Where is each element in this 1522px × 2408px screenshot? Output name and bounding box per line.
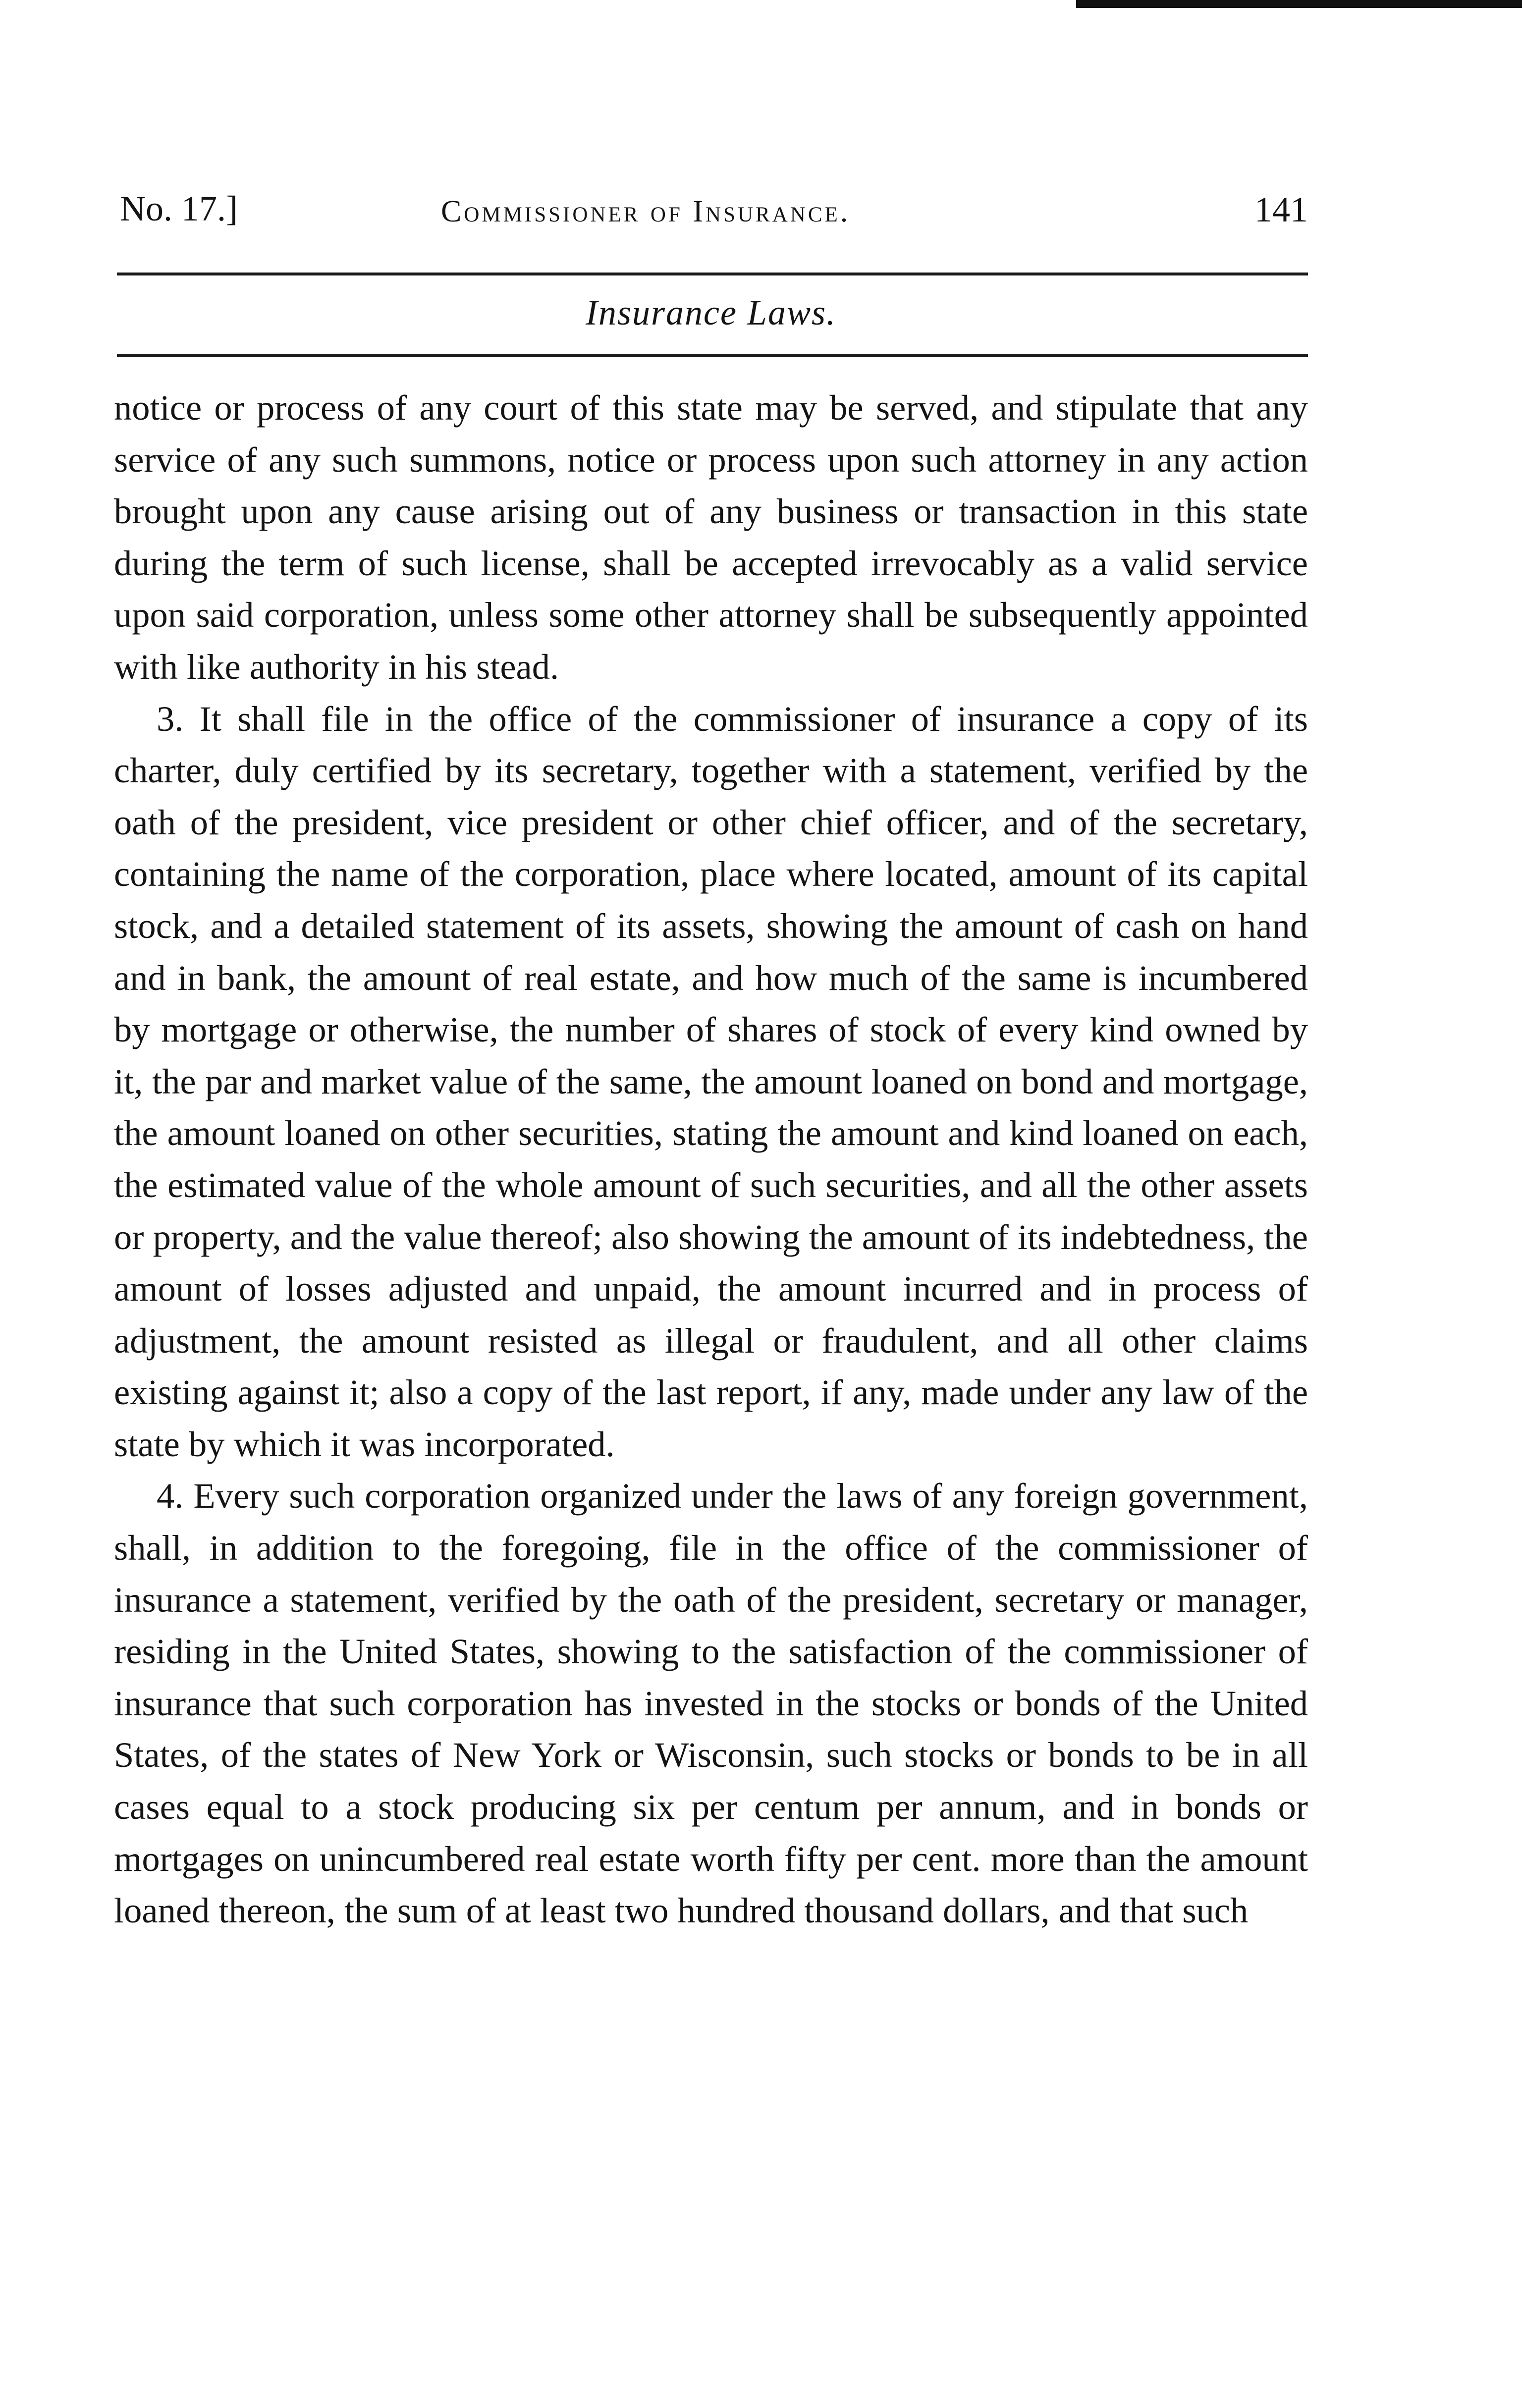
document-page bbox=[114, 188, 1308, 1937]
running-header bbox=[114, 188, 1308, 243]
body-text bbox=[114, 382, 1308, 1937]
running-title: Commissioner of Insurance. bbox=[441, 195, 851, 228]
header-rule bbox=[117, 273, 1308, 275]
section-subheading: Insurance Laws. bbox=[585, 293, 836, 332]
paragraph-continued: notice or process of any court of this state may be served, and stipulate that any service of any such summons, notice or process upon such attorney in any action brought upon any cause arising out of any business or transaction in this state during the term of such license, shall be accepted irrevocably as a valid service upon said corporation, unless some other attorney shall be subsequently appointed with like authority in his stead. bbox=[114, 387, 1308, 687]
paragraph-3: 3. It shall file in the office of the commissioner of insurance a copy of its charter, duly certified by its secretary, together with a statement, verified by the oath of the president, vice president or other chief officer, and of the secretary, containing the name of the corporation, place where located, amount of its capital stock, and a detailed statement of its assets, showing the amount of cash on hand and in bank, the amount of real estate, and how much of the same is incumbered by mortgage or otherwise, the number of shares of stock of every kind owned by it, the par and market value of the same, the amount loaned on bond and mortgage, the amount loaned on other securities, stating the amount and kind loaned on each, the estimated value of the whole amount of such securities, and all the other assets or property, and the value thereof; also showing the amount of its indebtedness, the amount of losses adjusted and unpaid, the amount incurred and in process of adjustment, the amount resisted as illegal or fraudulent, and all other claims existing against it; also a copy of the last report, if any, made under any law of the state by which it was incorporated. bbox=[114, 698, 1308, 1464]
paragraph-4: 4. Every such corporation organized under the laws of any foreign government, shall, in addition to the foregoing, file in the office of the commissioner of insurance a statement, verified by the oath of the president, secretary or manager, residing in the United States, showing to the satisfaction of the commissioner of insurance that such corporation has invested in the stocks or bonds of the United States, of the states of New York or Wisconsin, such stocks or bonds to be in all cases equal to a stock producing six per centum per annum, and in bonds or mortgages on unincumbered real estate worth fifty per cent. more than the amount loaned thereon, the sum of at least two hundred thousand dollars, and that such bbox=[114, 1476, 1308, 1931]
scan-edge-shadow bbox=[1076, 0, 1522, 8]
subheading-rule bbox=[117, 354, 1308, 357]
page-number: 141 bbox=[1254, 190, 1308, 229]
document-number: No. 17.] bbox=[120, 189, 238, 228]
